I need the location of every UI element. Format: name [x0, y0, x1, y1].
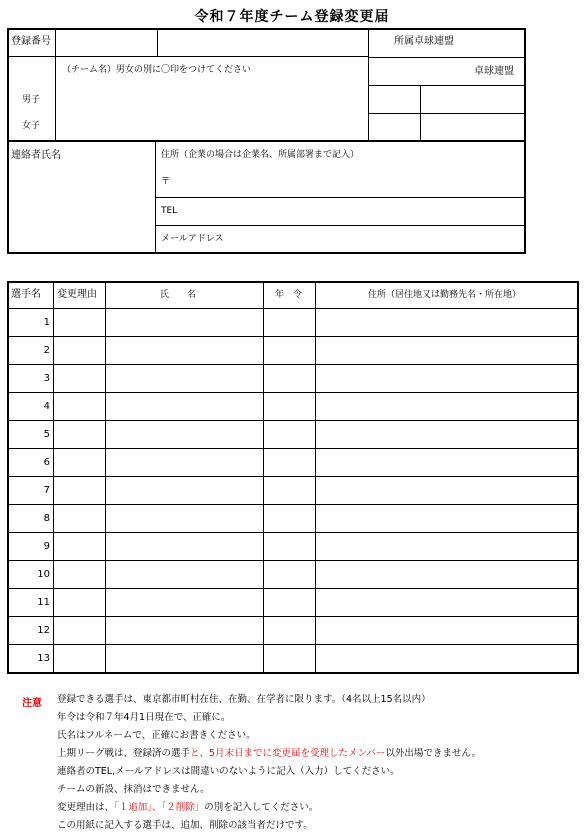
tel-label: TEL — [161, 206, 178, 216]
federation-suffix: 卓球連盟 — [474, 66, 514, 77]
tel-field[interactable] — [185, 200, 522, 223]
row-number: 8 — [43, 513, 50, 524]
note-line-1: 登録できる選手は、東京都市町村在住、在勤、在学者に限ります。（4名以上15名以内） — [57, 694, 431, 705]
name-cell[interactable] — [107, 450, 262, 475]
row-number: 11 — [37, 597, 50, 608]
col-change-reason: 変更理由 — [57, 289, 97, 300]
row-number: 10 — [37, 569, 50, 580]
change-reason-cell[interactable] — [55, 366, 104, 391]
change-reason-cell[interactable] — [55, 310, 104, 335]
change-reason-cell[interactable] — [55, 338, 104, 363]
address-label: 住所（企業の場合は企業名、所属部署まで記入） — [161, 150, 360, 160]
note-line-7 — [57, 802, 318, 814]
row-divider — [7, 560, 579, 561]
address-cell[interactable] — [317, 366, 576, 391]
note-line-8: この用紙に記入する選手は、追加、削除の該当者だけです。 — [57, 820, 313, 831]
row-divider — [7, 644, 579, 645]
team-name-field[interactable] — [57, 80, 366, 138]
name-cell[interactable] — [107, 590, 262, 615]
name-cell[interactable] — [107, 338, 262, 363]
row-number: 1 — [43, 317, 50, 328]
notes-label: 注意 — [22, 698, 42, 709]
address-cell[interactable] — [317, 450, 576, 475]
contact-name-label: 連絡者氏名 — [11, 150, 61, 161]
note-line-7-c: の別を記入してください。 — [204, 802, 319, 813]
address-cell[interactable] — [317, 562, 576, 587]
row-divider — [7, 532, 579, 533]
address-cell[interactable] — [317, 422, 576, 447]
note-line-3: 氏名はフルネームで、正確にお書きください。 — [57, 730, 256, 741]
row-divider — [7, 588, 579, 589]
age-cell[interactable] — [265, 310, 314, 335]
row-divider — [7, 448, 579, 449]
change-reason-cell[interactable] — [55, 506, 104, 531]
female-label[interactable]: 女子 — [22, 121, 41, 131]
change-reason-cell[interactable] — [55, 478, 104, 503]
age-cell[interactable] — [265, 646, 314, 671]
note-line-4 — [57, 748, 481, 760]
name-cell[interactable] — [107, 366, 262, 391]
change-reason-cell[interactable] — [55, 422, 104, 447]
address-cell[interactable] — [317, 590, 576, 615]
row-divider — [7, 420, 579, 421]
col-address: 住所（居住地又は勤務先名・所在地） — [368, 290, 522, 300]
row-number: 7 — [43, 485, 50, 496]
address-cell[interactable] — [317, 310, 576, 335]
address-cell[interactable] — [317, 618, 576, 643]
row-number: 13 — [37, 653, 50, 664]
name-cell[interactable] — [107, 646, 262, 671]
address-cell[interactable] — [317, 534, 576, 559]
male-label[interactable]: 男子 — [22, 95, 41, 105]
change-reason-cell[interactable] — [55, 562, 104, 587]
row-divider — [7, 616, 579, 617]
reg-no-label: 登録番号 — [11, 36, 51, 47]
address-field[interactable] — [175, 170, 522, 195]
address-cell[interactable] — [317, 338, 576, 363]
note-line-6: チームの新設、抹消はできません。 — [57, 784, 210, 795]
col-player-number: 選手名 — [11, 289, 41, 300]
note-line-7-b: 「１追加」、「２削除」 — [114, 802, 205, 813]
age-cell[interactable] — [265, 534, 314, 559]
federation-label: 所属卓球連盟 — [394, 36, 454, 47]
row-divider — [7, 364, 579, 365]
row-number: 9 — [43, 541, 50, 552]
federation-name-field[interactable] — [370, 59, 468, 83]
reg-no-field[interactable] — [57, 30, 155, 54]
change-reason-cell[interactable] — [55, 450, 104, 475]
address-cell[interactable] — [317, 394, 576, 419]
age-cell[interactable] — [265, 590, 314, 615]
change-reason-cell[interactable] — [55, 646, 104, 671]
age-cell[interactable] — [265, 562, 314, 587]
change-reason-cell[interactable] — [55, 394, 104, 419]
email-field[interactable] — [230, 228, 522, 250]
address-cell[interactable] — [317, 478, 576, 503]
age-cell[interactable] — [265, 394, 314, 419]
note-line-4-b: と、5月末日までに変更届を受理したメンバー — [190, 748, 386, 759]
name-cell[interactable] — [107, 506, 262, 531]
reg-no-value-field[interactable] — [159, 30, 366, 54]
note-line-4-a: 上期リーグ戦は、登録済の選手 — [57, 748, 191, 759]
row-divider — [7, 476, 579, 477]
row-divider — [7, 308, 579, 309]
row-divider — [7, 336, 579, 337]
row-divider — [7, 504, 579, 505]
address-cell[interactable] — [317, 646, 576, 671]
name-cell[interactable] — [107, 394, 262, 419]
age-cell[interactable] — [265, 478, 314, 503]
age-cell[interactable] — [265, 366, 314, 391]
row-number: 5 — [43, 429, 50, 440]
name-cell[interactable] — [107, 562, 262, 587]
age-cell[interactable] — [265, 506, 314, 531]
row-number: 3 — [43, 373, 50, 384]
note-line-2: 年令は令和７年4月1日現在で、正確に。 — [57, 712, 231, 723]
col-age: 年 令 — [275, 290, 303, 300]
address-cell[interactable] — [317, 506, 576, 531]
contact-name-field[interactable] — [9, 166, 153, 250]
email-label: メールアドレス — [161, 234, 224, 244]
name-cell[interactable] — [107, 310, 262, 335]
age-cell[interactable] — [265, 338, 314, 363]
postal-mark: 〒 — [161, 177, 171, 187]
note-line-7-a: 変更理由は、 — [57, 802, 115, 813]
name-cell[interactable] — [107, 534, 262, 559]
name-cell[interactable] — [107, 422, 262, 447]
change-reason-cell[interactable] — [55, 618, 104, 643]
age-cell[interactable] — [265, 618, 314, 643]
name-cell[interactable] — [107, 618, 262, 643]
row-number: 12 — [37, 625, 50, 636]
row-number: 6 — [43, 457, 50, 468]
form-title: 令和７年度チーム登録変更届 — [194, 9, 390, 25]
row-number: 2 — [43, 345, 50, 356]
change-reason-cell[interactable] — [55, 590, 104, 615]
age-cell[interactable] — [265, 422, 314, 447]
row-number: 4 — [43, 401, 50, 412]
row-divider — [7, 392, 579, 393]
col-name: 氏 名 — [160, 290, 197, 300]
note-line-5: 連絡者のTEL,メールアドレスは間違いのないように記入（入力）してください。 — [57, 766, 400, 777]
age-cell[interactable] — [265, 450, 314, 475]
note-line-4-c: 以外出場できません。 — [385, 748, 481, 759]
name-cell[interactable] — [107, 478, 262, 503]
team-name-hint: （チーム名）男女の別に〇印をつけてください — [62, 65, 252, 75]
change-reason-cell[interactable] — [55, 534, 104, 559]
